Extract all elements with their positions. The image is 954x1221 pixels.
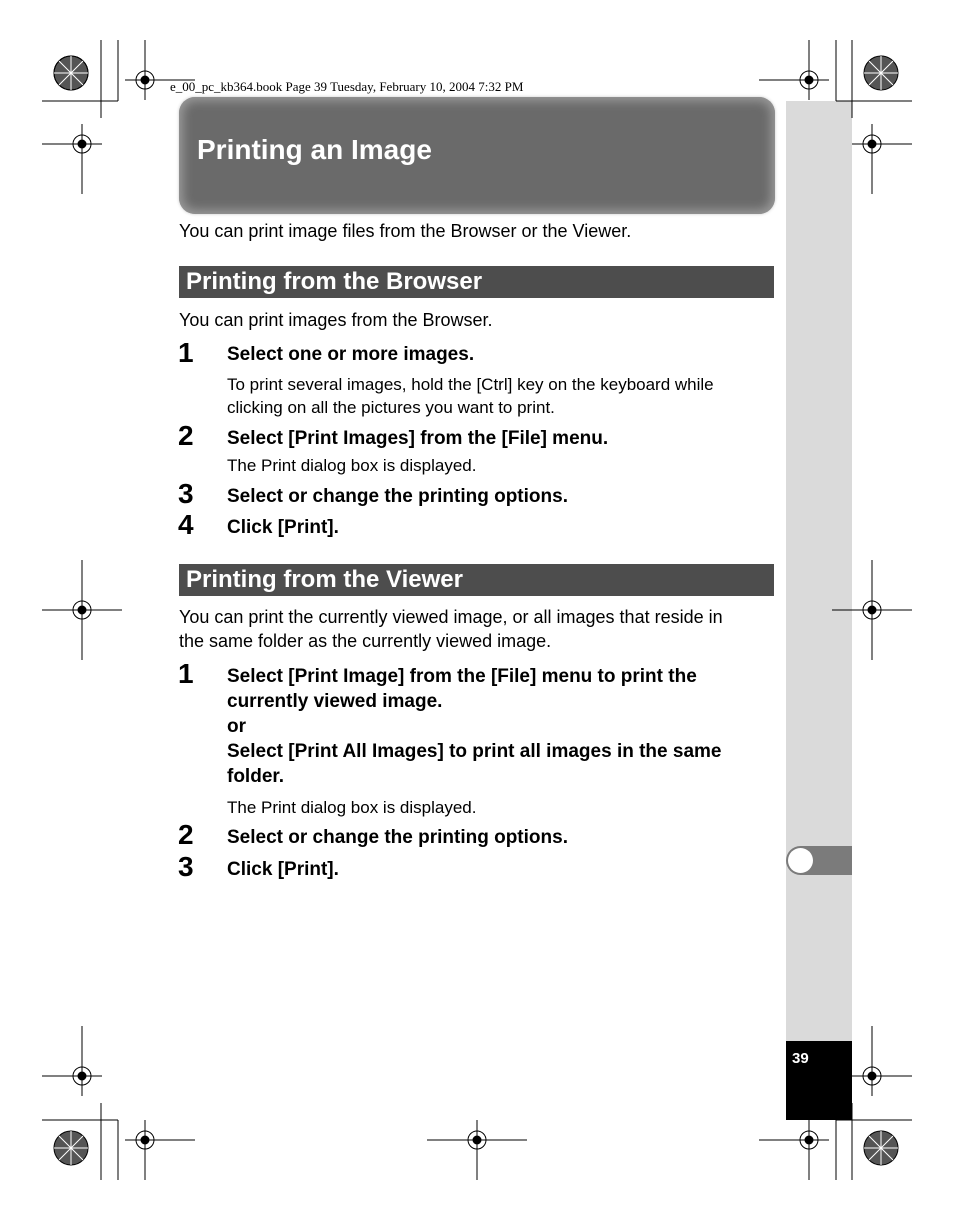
- viewer-intro: You can print the currently viewed image, or all images that reside in: [179, 607, 723, 627]
- reg-mark: [125, 1120, 195, 1180]
- intro-text: You can print image files from the Browser or the Viewer.: [179, 221, 632, 241]
- viewer-intro: the same folder as the currently viewed image.: [179, 631, 552, 651]
- step-number: 3: [178, 478, 194, 509]
- page-number: 39: [792, 1050, 809, 1067]
- step-title: Select or change the printing options.: [227, 827, 568, 848]
- step-title: or: [227, 716, 246, 737]
- step-title: Click [Print].: [227, 859, 339, 880]
- step-title: currently viewed image.: [227, 691, 443, 712]
- reg-mark: [42, 560, 122, 660]
- browser-intro: You can print images from the Browser.: [179, 310, 493, 330]
- step-title: Select or change the printing options.: [227, 486, 568, 507]
- print-header: e_00_pc_kb364.book Page 39 Tuesday, February 10, 2004 7:32 PM: [170, 79, 524, 94]
- step-number: 2: [178, 420, 194, 451]
- step-number: 3: [178, 851, 194, 882]
- step-title: folder.: [227, 766, 285, 787]
- step-title: Select [Print Images] from the [File] menu.: [227, 428, 609, 449]
- reg-mark: [42, 1026, 102, 1096]
- reg-mark: [759, 1120, 829, 1180]
- step-title: Select [Print All Images] to print all images in the same: [227, 741, 722, 762]
- step-number: 2: [178, 819, 194, 850]
- step-title: Select [Print Image] from the [File] menu to print the: [227, 666, 697, 687]
- reg-mark: [832, 560, 912, 660]
- step-number: 1: [178, 658, 194, 689]
- reg-mark: [852, 124, 912, 194]
- step-note: The Print dialog box is displayed.: [227, 456, 477, 475]
- reg-mark: [759, 40, 829, 100]
- step-number: 4: [178, 509, 194, 540]
- step-note: The Print dialog box is displayed.: [227, 798, 477, 817]
- step-note: To print several images, hold the [Ctrl] key on the keyboard while: [227, 375, 714, 394]
- reg-mark: [42, 124, 102, 194]
- page-title: Printing an Image: [197, 134, 432, 165]
- step-title: Select one or more images.: [227, 344, 475, 365]
- reg-mark: [427, 1120, 527, 1180]
- step-title: Click [Print].: [227, 517, 339, 538]
- section-heading-browser: Printing from the Browser: [179, 266, 774, 298]
- reg-mark: [852, 1026, 912, 1096]
- step-note: clicking on all the pictures you want to print.: [227, 398, 555, 417]
- step-number: 1: [178, 337, 194, 368]
- section-heading-viewer: Printing from the Viewer: [179, 564, 774, 596]
